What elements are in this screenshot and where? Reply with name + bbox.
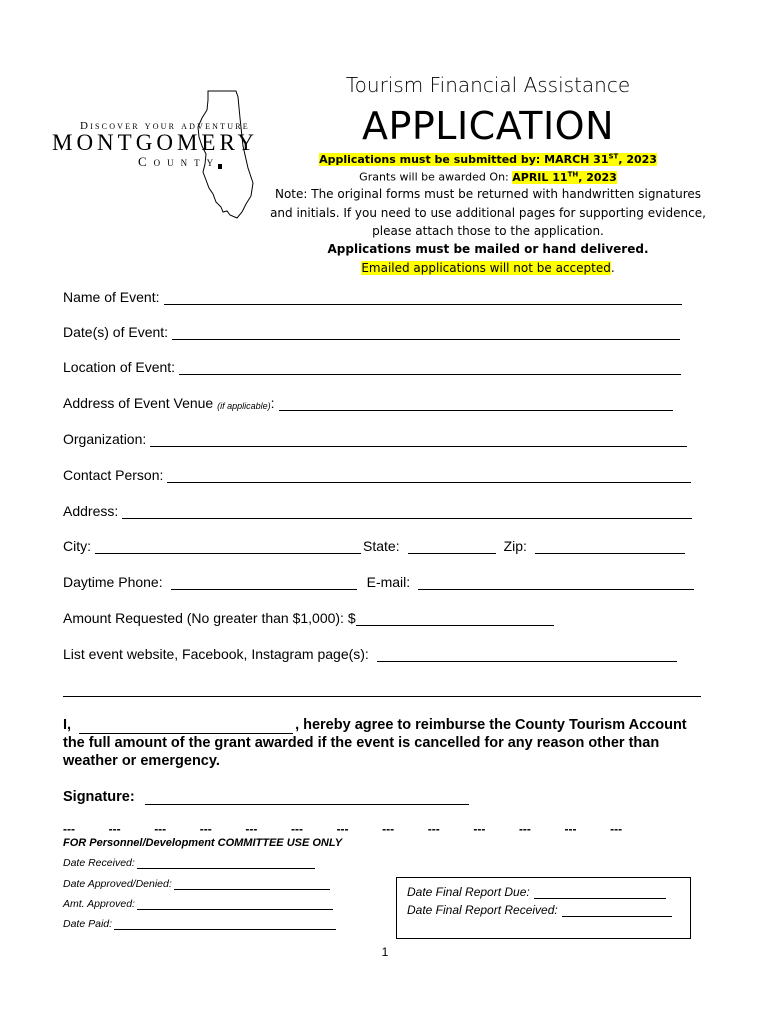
email-label: E-mail:	[366, 574, 411, 590]
website-field[interactable]	[377, 648, 677, 662]
venue-address-field[interactable]	[279, 397, 673, 411]
date-approved-field[interactable]	[174, 879, 330, 890]
amt-approved-field[interactable]	[137, 899, 333, 910]
logo-name: MONTGOMERY	[52, 130, 259, 155]
state-field[interactable]	[408, 540, 496, 554]
venue-address-label: Address of Event Venue	[63, 395, 214, 411]
amount-row	[63, 610, 554, 626]
final-due-row	[407, 885, 666, 899]
separator-dash: ---	[427, 822, 440, 836]
amount-field[interactable]	[356, 612, 554, 626]
address-label: Address:	[63, 503, 119, 519]
phone-email-row	[63, 574, 694, 590]
agreement-text	[63, 716, 713, 770]
deadline-year: , 2023	[618, 152, 657, 166]
contact-person-label: Contact Person:	[63, 467, 164, 483]
final-due-label: Date Final Report Due:	[407, 885, 530, 899]
organization-label: Organization:	[63, 431, 147, 447]
separator-dash: ---	[245, 822, 258, 836]
city-state-zip-row	[63, 538, 685, 554]
contact-person-row	[63, 467, 691, 483]
committee-heading: FOR Personnel/Development COMMITTEE USE ONLY	[63, 837, 343, 849]
event-dates-row	[63, 324, 680, 340]
awarded-year: , 2023	[578, 170, 617, 184]
agreement-name-field[interactable]	[79, 721, 293, 734]
note-line-1: Note: The original forms must be returned with handwritten signatures	[274, 187, 702, 201]
date-approved-row	[63, 878, 330, 890]
zip-label: Zip:	[503, 538, 527, 554]
logo-county: County	[138, 154, 221, 169]
signature-row	[63, 789, 469, 805]
agreement-line-1: , hereby agree to reimburse the County Tourism Account	[295, 717, 687, 733]
signature-field[interactable]	[145, 791, 469, 805]
city-label: City:	[63, 538, 91, 554]
separator-dash: ---	[610, 822, 623, 836]
separator-dash: ---	[154, 822, 167, 836]
separator-dash: ---	[382, 822, 395, 836]
website-field-2[interactable]	[63, 683, 701, 697]
agreement-line-2: the full amount of the grant awarded if the event is cancelled for any reason other than	[63, 735, 660, 751]
logo-tagline: Discover your adventure	[80, 120, 250, 132]
agreement-line-3: weather or emergency.	[63, 753, 220, 769]
separator-dash: ---	[199, 822, 212, 836]
separator-dash: ---	[336, 822, 349, 836]
organization-row	[63, 431, 687, 447]
agreement-prefix: I,	[63, 717, 72, 733]
mail-note: Applications must be mailed or hand delivered.	[327, 242, 649, 256]
form-title: Tourism Financial Assistance	[345, 73, 631, 97]
separator-dashes	[63, 822, 656, 836]
separator-dash: ---	[290, 822, 303, 836]
address-row	[63, 503, 692, 519]
signature-label: Signature:	[63, 789, 135, 805]
date-paid-row	[63, 918, 336, 930]
final-report-box	[396, 877, 691, 939]
deadline-line	[0, 152, 770, 166]
date-received-field[interactable]	[137, 858, 315, 869]
final-received-label: Date Final Report Received:	[407, 903, 558, 917]
event-location-row	[63, 359, 681, 375]
note-line-3: please attach those to the application.	[372, 224, 604, 238]
awarded-line	[0, 170, 770, 184]
amount-label: Amount Requested (No greater than $1,000): $	[63, 610, 356, 626]
amt-approved-label: Amt. Approved:	[63, 898, 135, 910]
separator-dash: ---	[473, 822, 486, 836]
event-name-field[interactable]	[164, 291, 682, 305]
zip-field[interactable]	[535, 540, 685, 554]
date-received-label: Date Received:	[63, 857, 135, 869]
event-name-label: Name of Event:	[63, 289, 160, 305]
date-approved-label: Date Approved/Denied:	[63, 878, 172, 890]
deadline-sup: ST	[608, 152, 619, 160]
address-field[interactable]	[122, 505, 692, 519]
separator-dash: ---	[63, 822, 75, 836]
event-dates-field[interactable]	[172, 326, 680, 340]
date-received-row	[63, 857, 315, 869]
note-line-2: and initials. If you need to use additional pages for supporting evidence,	[270, 206, 706, 220]
event-name-row	[63, 289, 682, 305]
form-heading: APPLICATION	[361, 104, 615, 148]
separator-dash: ---	[518, 822, 531, 836]
event-dates-label: Date(s) of Event:	[63, 324, 169, 340]
email-field[interactable]	[418, 576, 694, 590]
event-location-field[interactable]	[179, 361, 681, 375]
final-due-field[interactable]	[534, 887, 666, 899]
email-note-line: Emailed applications will not be accepted.	[361, 261, 615, 275]
website-row-2	[63, 683, 701, 697]
separator-dash: ---	[564, 822, 577, 836]
deadline-text: Applications must be submitted by: MARCH 31	[319, 152, 609, 166]
page-number: 1	[381, 945, 389, 959]
state-label: State:	[363, 538, 400, 554]
amt-approved-row	[63, 898, 333, 910]
date-paid-field[interactable]	[114, 919, 336, 930]
awarded-date: APRIL 11	[512, 170, 568, 184]
phone-label: Daytime Phone:	[63, 574, 163, 590]
website-label: List event website, Facebook, Instagram page(s):	[63, 646, 369, 662]
venue-note: (if applicable)	[217, 401, 271, 411]
city-field[interactable]	[95, 540, 361, 554]
contact-person-field[interactable]	[167, 469, 691, 483]
event-location-label: Location of Event:	[63, 359, 176, 375]
final-received-field[interactable]	[562, 905, 672, 917]
separator-dash: ---	[108, 822, 121, 836]
date-paid-label: Date Paid:	[63, 918, 113, 930]
final-received-row	[407, 903, 672, 917]
awarded-sup: TH	[567, 170, 579, 178]
awarded-label: Grants will be awarded On:	[359, 170, 509, 184]
venue-address-row: Address of Event Venue (if applicable) :	[63, 395, 673, 411]
email-note: Emailed applications will not be accepted	[361, 261, 611, 275]
organization-field[interactable]	[150, 433, 687, 447]
website-row	[63, 646, 677, 662]
phone-field[interactable]	[171, 576, 357, 590]
